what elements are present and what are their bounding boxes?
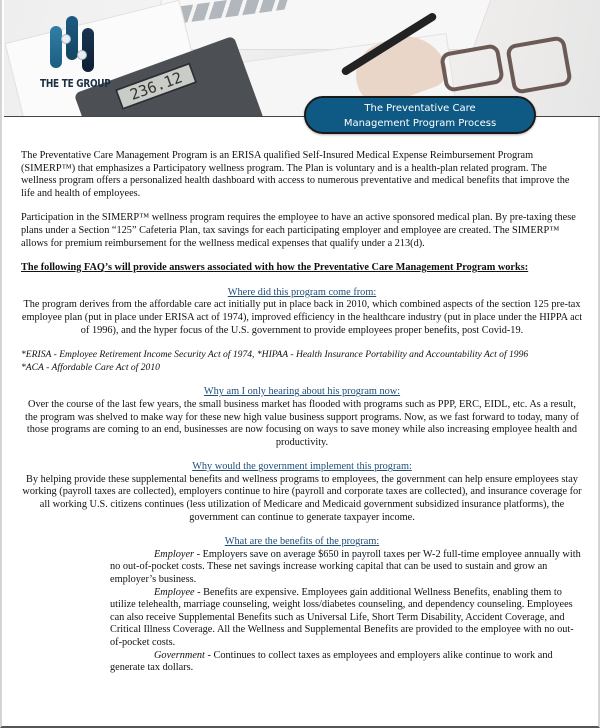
benefit-employer xyxy=(110,549,583,587)
faq-question-timing: Why am I only hearing about his program now: xyxy=(203,386,401,398)
faq-heading: The following FAQ’s will provide answers associated with how the Preventative Care Management Program works: xyxy=(21,262,529,274)
benefit-text: - Employers save on average $650 in payroll taxes per W-2 full-time employee annually with no out-of-pocket costs. These net savings increase working capital that can be used to sustain and grow an employer’s business. xyxy=(110,548,581,586)
logo-icon xyxy=(46,16,102,72)
faq-question-benefits: What are the benefits of the program: xyxy=(224,536,380,548)
intro-paragraph-2: Participation in the SIMERP™ wellness program requires the employee to have an active sponsored medical plan. By pre-taxing these plans under a Section “125” Cafeteria Plan, tax savings for each participating employer and employee are created. The SIMERP™ allows for premium reimbursement for the wellness medical expenses that qualify under a 213(d). xyxy=(21,212,576,249)
title-line-2: Management Program Process xyxy=(343,118,497,129)
intro-paragraph-1: The Preventative Care Management Program is an ERISA qualified Self-Insured Medical Expense Reimbursement Program (SIMERP™) that emphasizes a Participatory wellness program. The Plan is voluntary and is a health-plan related program. The wellness program offers a personalized health dashboard with access to numerous preventative and medical benefits that improve the life and health of employees. xyxy=(21,150,570,199)
document-title-badge xyxy=(304,96,536,134)
benefit-label: Government xyxy=(154,649,205,661)
benefit-label: Employer xyxy=(154,548,195,560)
document-body xyxy=(21,150,583,675)
benefit-text: - Benefits are expensive. Employees gain additional Wellness Benefits, enabling them to utilize telehealth, marriage counseling, weight loss/diabetes counseling, and dependency counseling. Employees can also receive Supplemental Benefits such as Universal Life, Short Term Disability, Accident Coverage, and Critical Illness Coverage. All the Wellness and Supplemental Benefits are provided to the employee with no out-of-pocket costs. xyxy=(110,586,574,648)
benefit-government xyxy=(110,650,583,675)
title-line-1: The Preventative Care xyxy=(364,103,476,114)
benefits-list xyxy=(21,549,583,675)
faq-question-government: Why would the government implement this program: xyxy=(192,461,412,473)
benefit-text: - Continues to collect taxes as employees and employers alike continue to work and generate tax dollars. xyxy=(110,649,553,674)
logo-text: THE TE GROUP xyxy=(40,78,111,90)
calculator-display: 236.12 xyxy=(115,62,198,110)
faq-answer-government: By helping provide these supplemental benefits and wellness programs to employees, the government can help ensure employees stay working (payroll taxes are collected), employers continue to hire (payroll and corporate taxes are collected), and insurance coverage for all working U.S. citizens continues (less utilization of Medicare and Medicaid government subsidized insurance platforms), the government can continue to generate taxpayer income. xyxy=(22,473,582,523)
faq-answer-timing: Over the course of the last few years, the small business market has flooded with programs such as PPP, ERC, EIDL, etc. As a result, the program was shelved to make way for these new high value business support programs. Now, as we fast forward to today, many of those programs are coming to an end, businesses are now focusing on ways to save money while also increasing employee health and productivity. xyxy=(25,398,579,448)
glasses-image xyxy=(505,35,573,95)
footnote-acronyms-2: *ACA - Affordable Care Act of 2010 xyxy=(21,361,160,373)
benefit-employee xyxy=(110,587,583,650)
faq-question-origin: Where did this program come from: xyxy=(227,286,377,298)
benefit-label: Employee xyxy=(154,586,195,598)
company-logo xyxy=(40,16,110,96)
footnote-acronyms-1: *ERISA - Employee Retirement Income Security Act of 1974, *HIPAA - Health Insurance Portability and Accountability Act of 1996 xyxy=(21,349,529,361)
faq-answer-origin: The program derives from the affordable care act initially put in place back in 2010, which combined aspects of the section 125 pre-tax employee plan (put in place under ERISA act of 1974), improved efficiency in the healthcare industry (put in place under the HIPPA act of 1996), and the hyper focus of the U.S. government to provide employees proper benefits, post Covid-19. xyxy=(21,299,583,336)
